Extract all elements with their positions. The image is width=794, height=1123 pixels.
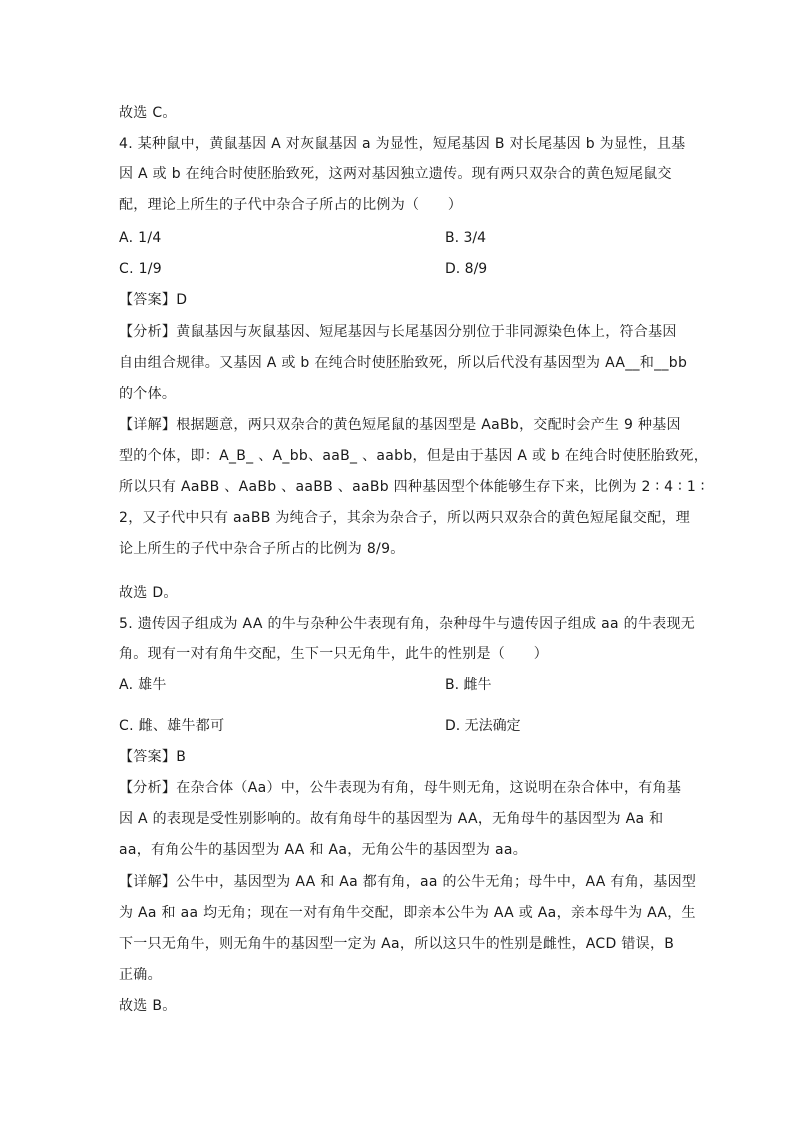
q4-conclusion: 故选 D。 [119, 585, 178, 601]
q4-answer: 【答案】D [119, 292, 188, 308]
q5-detail-line-4: 正确。 [119, 967, 162, 983]
q4-analysis-line-3: 的个体。 [119, 386, 177, 402]
q5-detail-line-2: 为 Aa 和 aa 均无角；现在一对有角牛交配，即亲本公牛为 AA 或 Aa，亲本母牛为 AA，生 [119, 905, 696, 921]
q4-detail-line-4: 2，又子代中只有 aaBB 为纯合子，其余为杂合子，所以两只双杂合的黄色短尾鼠交配，理 [119, 510, 691, 526]
q3-conclusion: 故选 C。 [119, 105, 177, 121]
q5-answer: 【答案】B [119, 749, 187, 765]
q5-analysis-line-2: 因 A 的表现是受性别影响的。故有角母牛的基因型为 AA，无角母牛的基因型为 Aa 和 [119, 811, 664, 827]
q4-analysis-line-2: 自由组合规律。又基因 A 或 b 在纯合时使胚胎致死，所以后代没有基因型为 AA__和__bb [119, 355, 688, 371]
q4-option-d: D. 8/9 [445, 261, 488, 277]
q5-analysis-line-1: 【分析】在杂合体（Aa）中，公牛表现为有角，母牛则无角，这说明在杂合体中，有角基 [119, 780, 682, 796]
q4-stem-line-2: 因 A 或 b 在纯合时使胚胎致死，这两对基因独立遗传。现有两只双杂合的黄色短尾鼠交 [119, 166, 672, 182]
q5-option-a: A. 雄牛 [119, 677, 167, 693]
q4-option-b: B. 3/4 [445, 230, 487, 246]
q5-stem-line-2: 角。现有一对有角牛交配，生下一只无角牛，此牛的性别是（ ） [119, 646, 548, 662]
q4-stem-line-3: 配，理论上所生的子代中杂合子所占的比例为（ ） [119, 197, 463, 213]
q5-option-c: C. 雌、雄牛都可 [119, 718, 225, 734]
q4-option-a: A. 1/4 [119, 230, 162, 246]
q4-detail-line-5: 论上所生的子代中杂合子所占的比例为 8/9。 [119, 541, 405, 557]
q5-detail-line-3: 下一只无角牛，则无角牛的基因型一定为 Aa，所以这只牛的性别是雌性，ACD 错误，B [119, 936, 675, 952]
q5-detail-line-1: 【详解】公牛中，基因型为 AA 和 Aa 都有角，aa 的公牛无角；母牛中，AA 有角，基因型 [119, 874, 697, 890]
q4-stem-line-1: 4. 某种鼠中，黄鼠基因 A 对灰鼠基因 a 为显性，短尾基因 B 对长尾基因 b 为显性，且基 [119, 136, 686, 152]
q4-detail-line-3: 所以只有 AaBB 、AaBb 、aaBB 、aaBb 四种基因型个体能够生存下来，比例为 2 ∶ 4 ∶ 1 ∶ [119, 479, 705, 495]
q5-option-b: B. 雌牛 [445, 677, 492, 693]
q5-stem-line-1: 5. 遗传因子组成为 AA 的牛与杂种公牛表现有角，杂种母牛与遗传因子组成 aa 的牛表现无 [119, 616, 696, 632]
q4-detail-line-2: 型的个体，即：A_B_ 、A_bb、aaB_ 、aabb，但是由于基因 A 或 b 在纯合时使胚胎致死， [119, 448, 708, 464]
q4-analysis-line-1: 【分析】黄鼠基因与灰鼠基因、短尾基因与长尾基因分别位于非同源染色体上，符合基因 [119, 324, 677, 340]
q4-detail-line-1: 【详解】根据题意，两只双杂合的黄色短尾鼠的基因型是 AaBb，交配时会产生 9 种基因 [119, 417, 681, 433]
q5-conclusion: 故选 B。 [119, 998, 177, 1014]
q4-option-c: C. 1/9 [119, 261, 163, 277]
q5-analysis-line-3: aa，有角公牛的基因型为 AA 和 Aa，无角公牛的基因型为 aa。 [119, 842, 528, 858]
q5-option-d: D. 无法确定 [445, 718, 521, 734]
